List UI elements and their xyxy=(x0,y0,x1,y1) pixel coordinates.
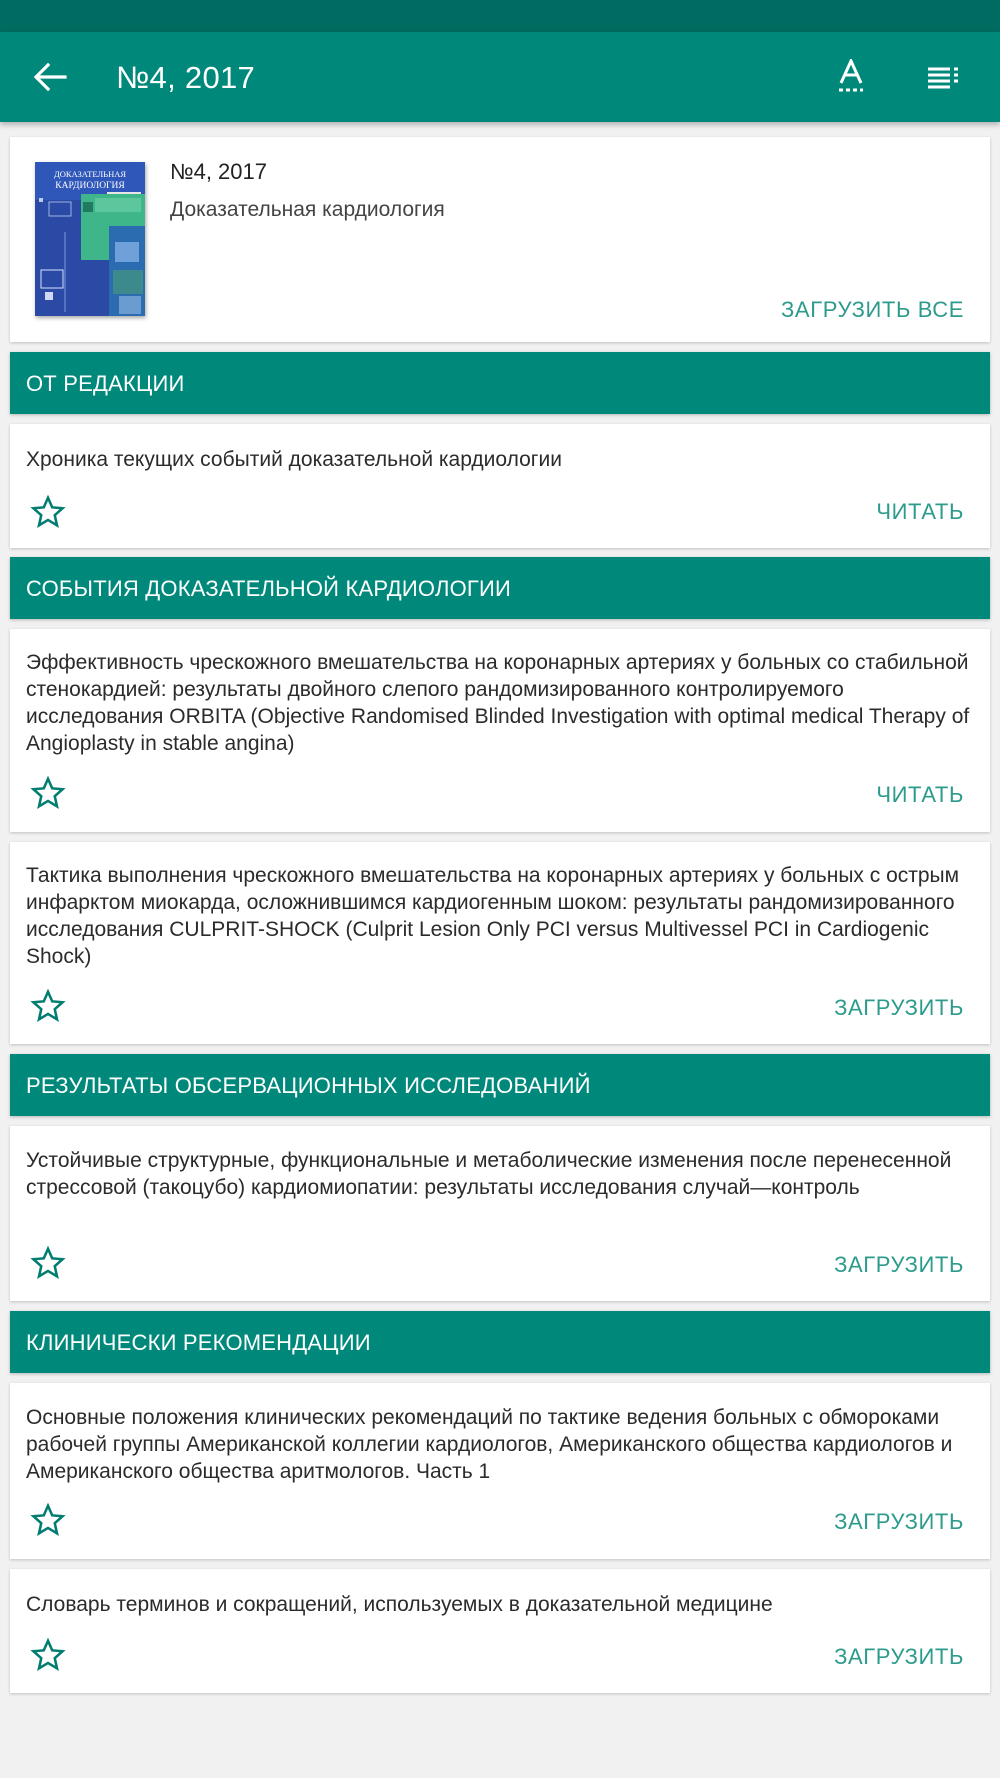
article-title: Эффективность чрескожного вмешательства на коронарных артериях у больных со стабильной стенокардией: результаты двойного слепого рандомизированного контролируемого исследования ORBITA (Objective Randomised Blinded Investigation with optimal medical Therapy of Angioplasty in stable angina) xyxy=(26,651,970,755)
article-card[interactable] xyxy=(10,629,990,832)
table-of-contents-icon xyxy=(926,65,960,89)
section-header xyxy=(10,557,990,619)
article-title: Словарь терминов и сокращений, используемых в доказательной медицине xyxy=(26,1593,773,1616)
section-title: ОТ РЕДАКЦИИ xyxy=(26,371,185,396)
article-card[interactable] xyxy=(10,842,990,1044)
article-title: Основные положения клинических рекомендаций по тактике ведения больных с обмороками рабочей группы Американской коллегии кардиологов, Американского общества кардиологов и Американского общества аритмологов. Часть 1 xyxy=(26,1406,953,1483)
star-outline-icon[interactable] xyxy=(30,988,66,1024)
download-all-button[interactable]: ЗАГРУЗИТЬ ВСЕ xyxy=(781,297,964,322)
star-outline-icon[interactable] xyxy=(30,1637,66,1673)
read-button[interactable]: ЧИТАТЬ xyxy=(876,782,964,807)
star-outline-icon[interactable] xyxy=(30,775,66,811)
app-bar xyxy=(0,32,1000,122)
download-button[interactable]: ЗАГРУЗИТЬ xyxy=(834,1509,964,1534)
article-card[interactable] xyxy=(10,1126,990,1301)
download-button[interactable]: ЗАГРУЗИТЬ xyxy=(834,995,964,1020)
font-size-button[interactable] xyxy=(826,53,876,101)
journal-cover-image xyxy=(35,162,145,316)
article-title: Хроника текущих событий доказательной кардиологии xyxy=(26,448,562,471)
article-card[interactable] xyxy=(10,424,990,548)
arrow-left-icon xyxy=(33,62,67,92)
cover-title-line1: ДОКАЗАТЕЛЬНАЯ xyxy=(53,169,127,179)
section-header xyxy=(10,1054,990,1116)
article-title: Тактика выполнения чрескожного вмешательства на коронарных артериях у больных с острым инфарктом миокарда, осложнившимся кардиогенным шоком: результаты рандомизированного исследования CULPRIT-SHOCK (Culprit Lesion Only PCI versus Multivessel PCI in Cardiogenic Shock) xyxy=(26,864,960,968)
journal-name: Доказательная кардиология xyxy=(170,198,445,221)
star-outline-icon[interactable] xyxy=(30,1502,66,1538)
issue-card xyxy=(10,137,990,342)
section-header xyxy=(10,1311,990,1373)
back-button[interactable] xyxy=(22,53,78,101)
status-bar xyxy=(0,0,1000,32)
article-card[interactable] xyxy=(10,1569,990,1693)
section-title: РЕЗУЛЬТАТЫ ОБСЕРВАЦИОННЫХ ИССЛЕДОВАНИЙ xyxy=(26,1073,591,1098)
cover-title-line2: КАРДИОЛОГИЯ xyxy=(55,181,125,191)
text-format-icon xyxy=(836,59,866,95)
section-title: СОБЫТИЯ ДОКАЗАТЕЛЬНОЙ КАРДИОЛОГИИ xyxy=(26,576,512,601)
download-button[interactable]: ЗАГРУЗИТЬ xyxy=(834,1252,964,1277)
section-title: КЛИНИЧЕСКИ РЕКОМЕНДАЦИИ xyxy=(26,1330,371,1355)
issue-number: №4, 2017 xyxy=(170,159,268,184)
app-bar-title: №4, 2017 xyxy=(116,60,256,95)
star-outline-icon[interactable] xyxy=(30,1245,66,1281)
read-button[interactable]: ЧИТАТЬ xyxy=(876,499,964,524)
article-card[interactable] xyxy=(10,1383,990,1559)
section-header xyxy=(10,352,990,414)
download-button[interactable]: ЗАГРУЗИТЬ xyxy=(834,1644,964,1669)
table-of-contents-button[interactable] xyxy=(915,53,971,101)
star-outline-icon[interactable] xyxy=(30,494,66,530)
article-title: Устойчивые структурные, функциональные и метаболические изменения после перенесенной стрессовой (такоцубо) кардиомиопатии: результаты исследования случай—контроль xyxy=(26,1149,952,1199)
